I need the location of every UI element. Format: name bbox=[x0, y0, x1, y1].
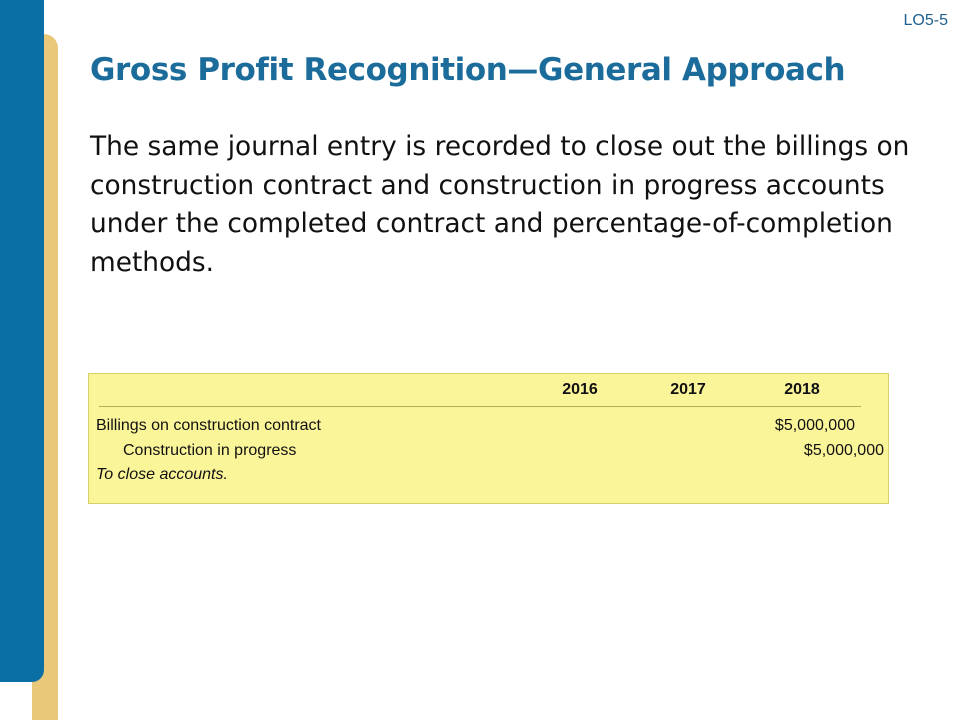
debit-account-label: Billings on construction contract bbox=[96, 417, 321, 434]
journal-entry-box bbox=[88, 373, 889, 504]
slide-title: Gross Profit Recognition—General Approach bbox=[90, 52, 846, 88]
year-header-2017: 2017 bbox=[670, 381, 706, 398]
slide-body-text: The same journal entry is recorded to close out the billings on construction contract and construction in progress accounts under the completed contract and percentage-of-completion methods. bbox=[90, 131, 910, 278]
year-header-2018: 2018 bbox=[784, 381, 820, 398]
header-rule bbox=[99, 406, 861, 407]
entry-note: To close accounts. bbox=[96, 466, 228, 483]
year-header-2016: 2016 bbox=[562, 381, 598, 398]
debit-amount: $5,000,000 bbox=[774, 417, 855, 434]
learning-objective-tag: LO5-5 bbox=[903, 12, 948, 29]
credit-amount: $5,000,000 bbox=[803, 442, 884, 459]
decorative-side-bar bbox=[0, 0, 44, 682]
credit-account-label: Construction in progress bbox=[123, 442, 297, 459]
